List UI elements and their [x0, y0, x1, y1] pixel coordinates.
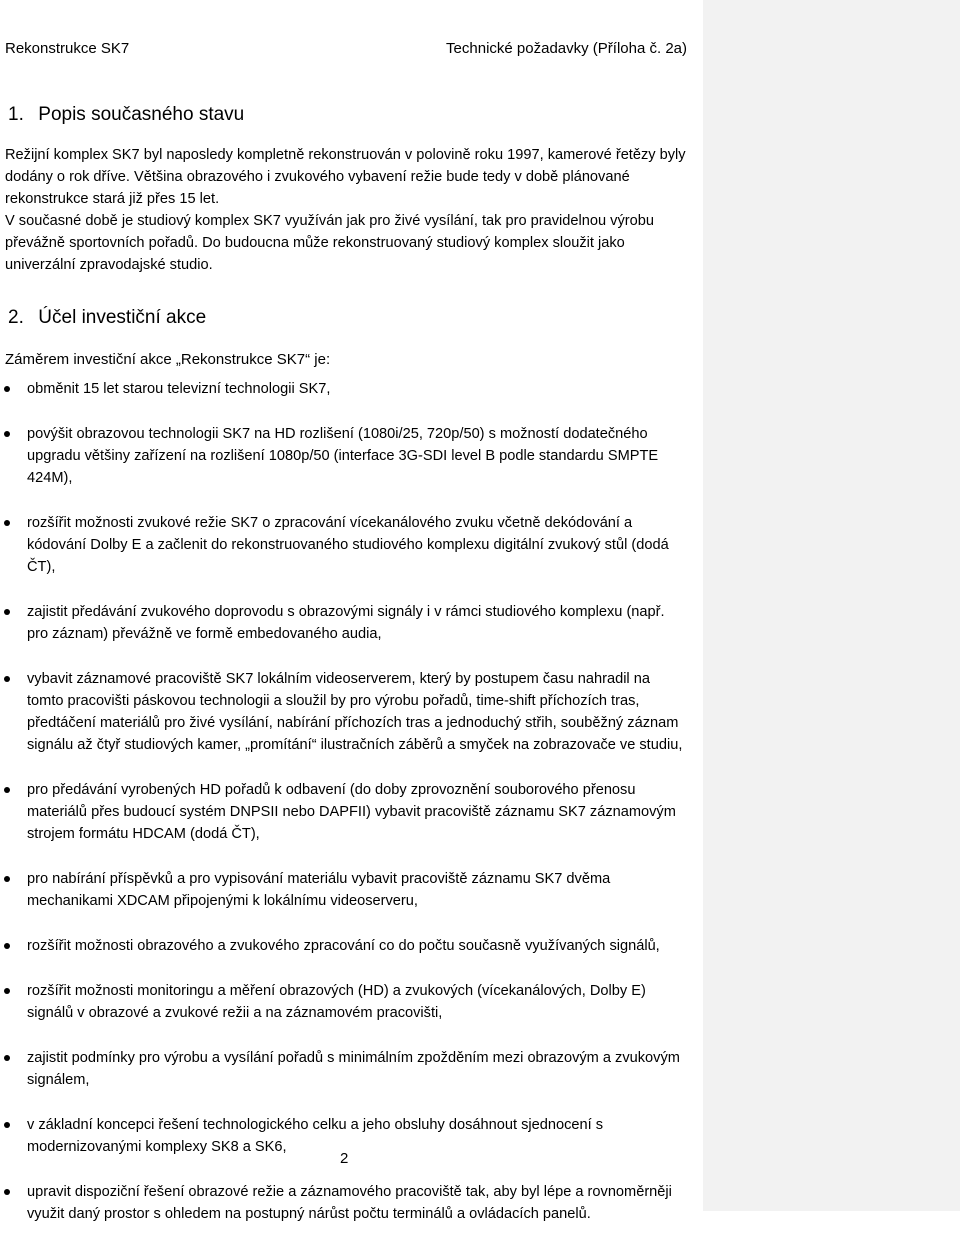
section-2-heading	[8, 307, 206, 329]
goal-item	[0, 512, 687, 578]
bullet-icon	[4, 676, 10, 682]
section-2-title: Účel investiční akce	[38, 307, 207, 328]
header-document-title: Rekonstrukce SK7	[5, 40, 130, 57]
goal-item	[0, 1047, 687, 1091]
goal-text: povýšit obrazovou technologii SK7 na HD rozlišení (1080i/25, 720p/50) s možností dodatečného upgradu většiny zařízení na rozlišení 1080p/50 (interface 3G-SDI level B podle standardu SMPTE 424M),	[27, 426, 659, 486]
goal-text: v základní koncepci řešení technologického celku a jeho obsluhy dosáhnout sjednocení s modernizovanými komplexy SK8 a SK6,	[27, 1117, 604, 1155]
goal-item	[0, 601, 687, 645]
page-number: 2	[340, 1150, 349, 1167]
goal-text: upravit dispoziční řešení obrazové režie a záznamového pracoviště tak, aby byl lépe a rovnoměrněji využit daný prostor s ohledem na postupný nárůst počtu terminálů a ovládacích panelů.	[27, 1184, 672, 1222]
goal-text: pro předávání vyrobených HD pořadů k odbavení (do doby zprovoznění souborového přenosu materiálů přes budoucí systém DNPSII nebo DAPFII) vybavit pracoviště záznamu SK7 záznamovým strojem formátu HDCAM (dodá ČT),	[27, 782, 676, 842]
bullet-icon	[4, 1122, 10, 1128]
goal-item	[0, 980, 687, 1024]
goal-item	[0, 378, 687, 400]
bullet-icon	[4, 386, 10, 392]
goal-text: pro nabírání příspěvků a pro vypisování materiálu vybavit pracoviště záznamu SK7 dvěma mechanikami XDCAM připojenými k lokálnímu videoserveru,	[27, 871, 611, 909]
comment-margin-pane	[703, 0, 960, 1211]
bullet-icon	[4, 943, 10, 949]
section-2-intro: Záměrem investiční akce „Rekonstrukce SK7“ je:	[5, 351, 331, 368]
section-1-title: Popis současného stavu	[38, 104, 245, 125]
bullet-icon	[4, 431, 10, 437]
bullet-icon	[4, 787, 10, 793]
bullet-icon	[4, 609, 10, 615]
goal-item	[0, 1181, 687, 1225]
goal-text: rozšířit možnosti obrazového a zvukového zpracování co do počtu současně využívaných signálů,	[27, 938, 660, 954]
goal-text: zajistit předávání zvukového doprovodu s obrazovými signály i v rámci studiového komplexu (např. pro záznam) převážně ve formě embedovaného audia,	[27, 604, 665, 642]
goal-item	[0, 779, 687, 845]
bullet-icon	[4, 876, 10, 882]
goal-text: rozšířit možnosti zvukové režie SK7 o zpracování vícekanálového zvuku včetně dekódování a kódování Dolby E a začlenit do rekonstruovaného studiového komplexu digitální zvukový stůl (dodá ČT),	[27, 515, 669, 575]
goals-list	[0, 378, 700, 1248]
goal-text: rozšířit možnosti monitoringu a měření obrazových (HD) a zvukových (vícekanálových, Dolby E) signálů v obrazové a zvukové režii a na záznamovém pracovišti,	[27, 983, 646, 1021]
goal-item	[0, 668, 687, 756]
section-1-number: 1.	[8, 104, 24, 125]
goal-item	[0, 423, 687, 489]
goal-item	[0, 935, 687, 957]
goal-item	[0, 868, 687, 912]
goal-text: zajistit podmínky pro výrobu a vysílání pořadů s minimálním zpožděním mezi obrazovým a zvukovým signálem,	[27, 1050, 680, 1088]
bullet-icon	[4, 520, 10, 526]
bullet-icon	[4, 988, 10, 994]
bullet-icon	[4, 1055, 10, 1061]
section-1-paragraph-2: V současné době je studiový komplex SK7 využíván jak pro živé vysílání, tak pro pravidelnou výrobu převážně sportovních pořadů. Do budoucna může rekonstruovaný studiový komplex sloužit jako univerzální zpravodajské studio.	[5, 213, 654, 273]
bullet-icon	[4, 1189, 10, 1195]
header-attachment-label: Technické požadavky (Příloha č. 2a)	[446, 40, 687, 57]
section-1-heading	[8, 104, 244, 126]
goal-text: vybavit záznamové pracoviště SK7 lokálním videoserverem, který by postupem času nahradil na tomto pracovišti páskovou technologii a sloužil by pro výrobu pořadů, time-shift příchozích tras, předtáčení materiálů pro živé vysílání, nabírání příchozích tras a jednoduchý střih, souběžný záznam signálu až čtyř studiových kamer, „promítání“ ilustračních záběrů a smyček na zobrazovače ve studiu,	[27, 671, 683, 753]
section-2-number: 2.	[8, 307, 24, 328]
section-1-paragraph-1: Režijní komplex SK7 byl naposledy kompletně rekonstruován v polovině roku 1997, kamerové řetězy byly dodány o rok dříve. Většina obrazového i zvukového vybavení režie bude tedy v době plánované rekonstrukce stará již přes 15 let.	[5, 147, 686, 207]
goal-text: obměnit 15 let starou televizní technologii SK7,	[27, 381, 331, 397]
